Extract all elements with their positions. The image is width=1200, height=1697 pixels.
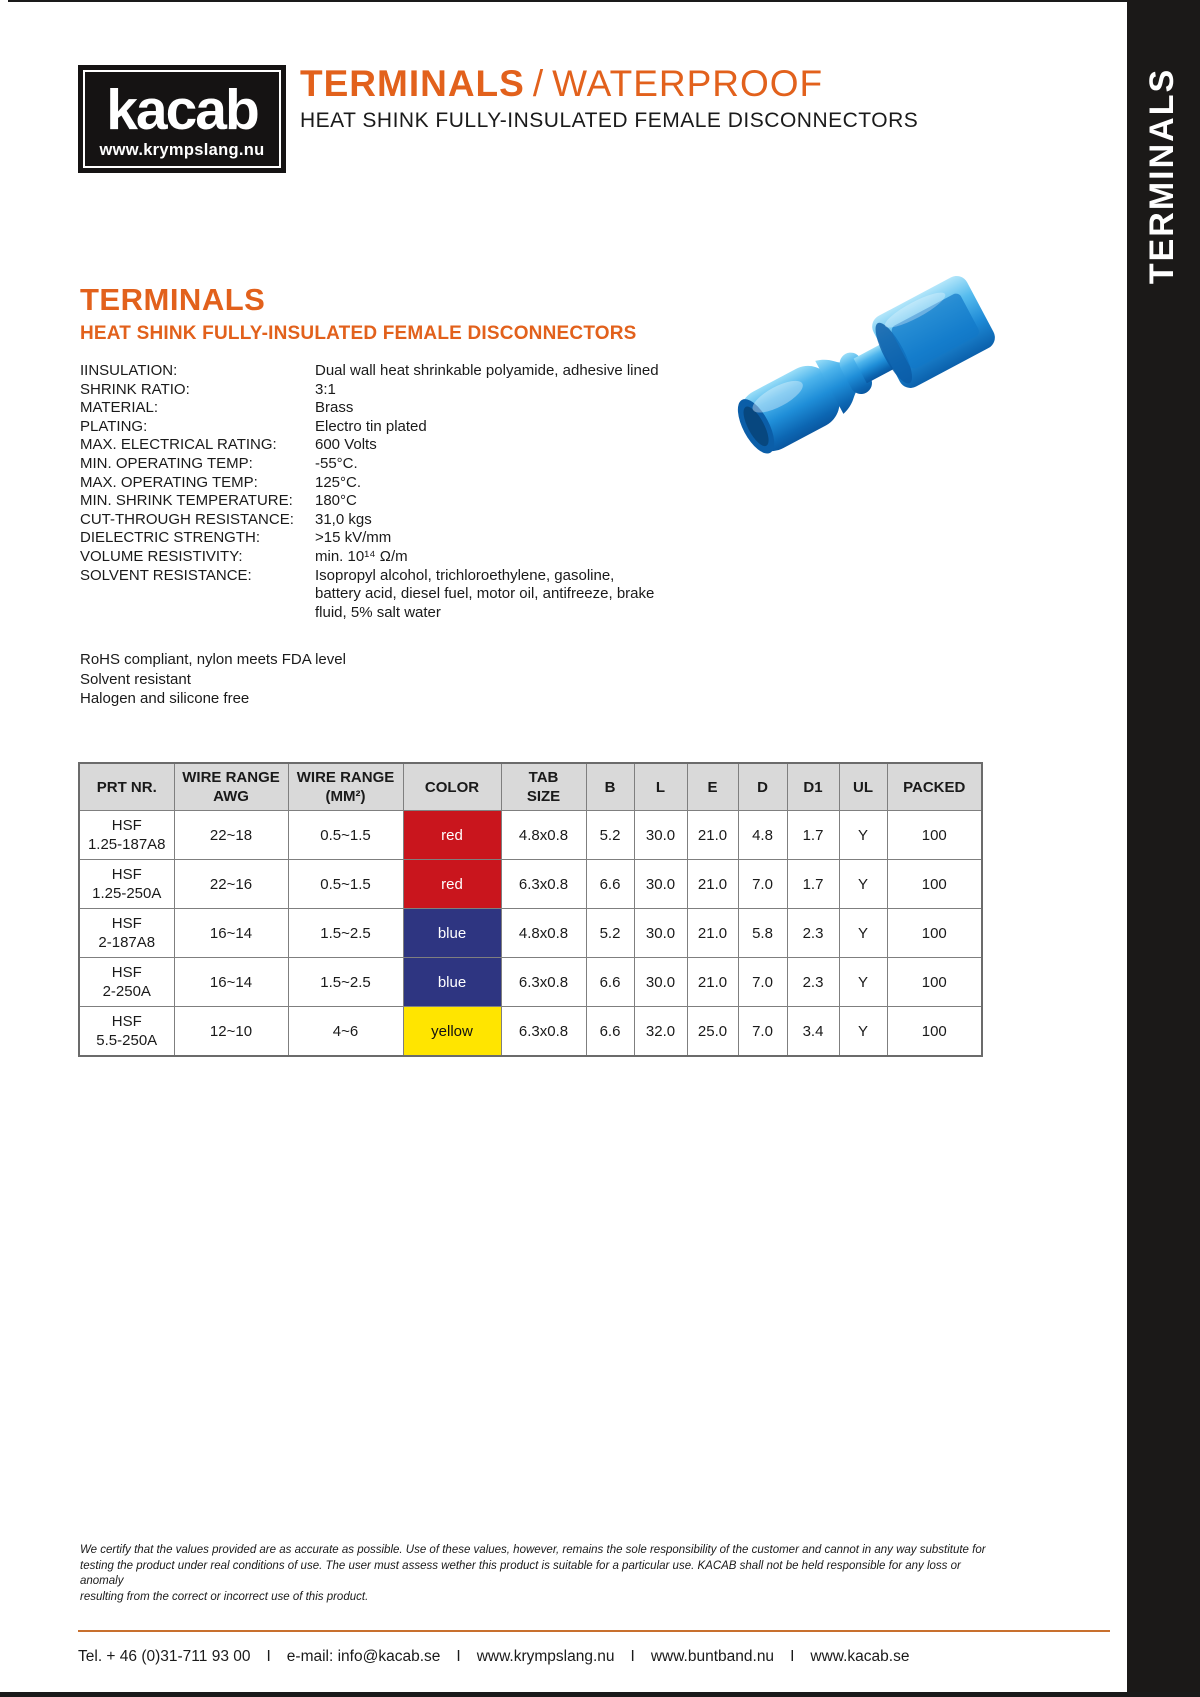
cell-e: 21.0: [687, 909, 738, 958]
cell-e: 21.0: [687, 811, 738, 860]
contact-line: [78, 1648, 1118, 1666]
spec-row: [80, 492, 700, 511]
cell-d1: 1.7: [787, 860, 839, 909]
spec-row: [80, 567, 700, 623]
cell-prt-nr: HSF 1.25-187A8: [79, 811, 174, 860]
cell-d1: 2.3: [787, 909, 839, 958]
spec-label: SHRINK RATIO:: [80, 380, 190, 398]
cell-d: 7.0: [738, 958, 787, 1007]
column-header-tab-size: TAB SIZE: [501, 763, 586, 811]
spec-row: [80, 381, 700, 400]
cell-color: blue: [403, 909, 501, 958]
document-title: [300, 62, 1000, 106]
column-header-wire-range-awg: WIRE RANGE AWG: [174, 763, 288, 811]
spec-value: 3:1: [315, 380, 336, 398]
cell-packed: 100: [887, 811, 982, 860]
table-row: [79, 811, 982, 860]
table-row: [79, 958, 982, 1007]
spec-value: min. 10¹⁴ Ω/m: [315, 547, 408, 565]
spec-value: Electro tin plated: [315, 417, 427, 435]
cell-d: 5.8: [738, 909, 787, 958]
disclaimer-text: We certify that the values provided are as accurate as possible. Use of these values, however, remains the sole responsibility of the customer and cannot in any way substitute for testing the product under real conditions of use. The user must assess wether this product is suitable for a particular use. KACAB shall not be held responsible for any loss or anomaly resulting from the correct or incorrect use of this product.: [80, 1544, 986, 1603]
sidebar-band: [1127, 0, 1200, 1697]
spec-value: Dual wall heat shrinkable polyamide, adhesive lined: [315, 362, 659, 379]
spec-row: [80, 436, 700, 455]
document-subtitle: HEAT SHINK FULLY-INSULATED FEMALE DISCONNECTORS: [300, 109, 919, 132]
cell-prt-nr: HSF 2-187A8: [79, 909, 174, 958]
cell-tab-size: 6.3x0.8: [501, 860, 586, 909]
spec-list: [80, 362, 700, 622]
cell-d1: 2.3: [787, 958, 839, 1007]
cell-b: 6.6: [586, 860, 634, 909]
cell-tab-size: 6.3x0.8: [501, 1007, 586, 1057]
column-header-color: COLOR: [403, 763, 501, 811]
spec-label: MAX. OPERATING TEMP:: [80, 473, 258, 491]
spec-label: IINSULATION:: [80, 362, 178, 379]
cell-wire-range-awg: 22~18: [174, 811, 288, 860]
column-header-ul: UL: [839, 763, 887, 811]
spec-value: -55°C.: [315, 454, 358, 472]
cell-tab-size: 4.8x0.8: [501, 811, 586, 860]
column-header-e: E: [687, 763, 738, 811]
spec-row: [80, 399, 700, 418]
cell-packed: 100: [887, 1007, 982, 1057]
product-image: [715, 275, 1010, 465]
cell-wire-range-mm2: 1.5~2.5: [288, 958, 403, 1007]
spec-value: 600 Volts: [315, 436, 377, 454]
column-header-b: B: [586, 763, 634, 811]
sidebar-category-label: TERMINALS: [1143, 67, 1181, 285]
cell-d1: 3.4: [787, 1007, 839, 1057]
cell-packed: 100: [887, 860, 982, 909]
spec-value: >15 kV/mm: [315, 529, 392, 547]
separator: I: [456, 1648, 461, 1665]
spec-value: Brass: [315, 399, 354, 417]
website-kacab: www.kacab.se: [810, 1648, 910, 1665]
table-row: [79, 1007, 982, 1057]
cell-packed: 100: [887, 958, 982, 1007]
cell-e: 25.0: [687, 1007, 738, 1057]
cell-wire-range-mm2: 0.5~1.5: [288, 860, 403, 909]
separator: I: [266, 1648, 271, 1665]
cell-ul: Y: [839, 1007, 887, 1057]
title-variant: WATERPROOF: [552, 63, 824, 104]
separator: I: [790, 1648, 795, 1665]
spec-label: SOLVENT RESISTANCE:: [80, 566, 252, 584]
note-line: Solvent resistant: [80, 670, 191, 688]
spec-row: [80, 362, 700, 381]
column-header-prt-nr: PRT NR.: [79, 763, 174, 811]
bottom-border-strip: [0, 1692, 1200, 1697]
cell-d: 4.8: [738, 811, 787, 860]
spec-row: [80, 474, 700, 493]
cell-d: 7.0: [738, 860, 787, 909]
cell-b: 5.2: [586, 909, 634, 958]
cell-l: 32.0: [634, 1007, 687, 1057]
terminal-illustration: [715, 275, 1010, 465]
cell-l: 30.0: [634, 909, 687, 958]
cell-wire-range-awg: 16~14: [174, 958, 288, 1007]
section-heading: [80, 283, 730, 346]
spec-label: MATERIAL:: [80, 399, 159, 417]
cell-wire-range-awg: 22~16: [174, 860, 288, 909]
spec-label: DIELECTRIC STRENGTH:: [80, 529, 261, 547]
title-divider: /: [532, 63, 545, 104]
spec-row: [80, 548, 700, 567]
spec-value: 31,0 kgs: [315, 510, 372, 528]
email-address: e-mail: info@kacab.se: [286, 1648, 441, 1665]
kacab-logo-url: www.krympslang.nu: [99, 141, 265, 159]
section-title: TERMINALS: [80, 282, 266, 317]
cell-packed: 100: [887, 909, 982, 958]
spec-label: VOLUME RESISTIVITY:: [80, 547, 243, 565]
table-row: [79, 860, 982, 909]
spec-value: 125°C.: [315, 473, 362, 491]
spec-row: [80, 511, 700, 530]
cell-e: 21.0: [687, 860, 738, 909]
note-line: Halogen and silicone free: [80, 690, 250, 707]
column-header-l: L: [634, 763, 687, 811]
cell-wire-range-mm2: 4~6: [288, 1007, 403, 1057]
spec-label: MAX. ELECTRICAL RATING:: [80, 436, 277, 454]
spec-row: [80, 529, 700, 548]
spec-label: CUT-THROUGH RESISTANCE:: [80, 510, 294, 528]
top-border-line: [8, 0, 1200, 2]
cell-wire-range-awg: 12~10: [174, 1007, 288, 1057]
cell-l: 30.0: [634, 860, 687, 909]
spec-row: [80, 455, 700, 474]
cell-color: red: [403, 811, 501, 860]
website-buntband: www.buntband.nu: [650, 1648, 775, 1665]
cell-ul: Y: [839, 811, 887, 860]
cell-ul: Y: [839, 958, 887, 1007]
column-header-d: D: [738, 763, 787, 811]
title-category: TERMINALS: [300, 63, 525, 104]
notes: [80, 650, 580, 709]
section-subtitle: HEAT SHINK FULLY-INSULATED FEMALE DISCONNECTORS: [80, 323, 637, 344]
kacab-logo-wordmark: kacab: [106, 78, 258, 142]
spec-label: MIN. SHRINK TEMPERATURE:: [80, 492, 293, 510]
cell-wire-range-mm2: 1.5~2.5: [288, 909, 403, 958]
cell-b: 6.6: [586, 1007, 634, 1057]
spec-label: MIN. OPERATING TEMP:: [80, 454, 253, 472]
cell-tab-size: 4.8x0.8: [501, 909, 586, 958]
website-krympslang: www.krympslang.nu: [476, 1648, 615, 1665]
cell-color: red: [403, 860, 501, 909]
cell-prt-nr: HSF 5.5-250A: [79, 1007, 174, 1057]
spec-table: [78, 762, 983, 1057]
spec-table-head-row: [79, 763, 982, 811]
cell-d: 7.0: [738, 1007, 787, 1057]
cell-ul: Y: [839, 860, 887, 909]
cell-prt-nr: HSF 1.25-250A: [79, 860, 174, 909]
column-header-d1: D1: [787, 763, 839, 811]
footer-rule: [78, 1630, 1110, 1632]
spec-label: PLATING:: [80, 417, 148, 435]
phone-number: Tel. + 46 (0)31-711 93 00: [78, 1648, 251, 1665]
kacab-logo: [78, 65, 286, 173]
spec-row: [80, 418, 700, 437]
cell-tab-size: 6.3x0.8: [501, 958, 586, 1007]
cell-color: yellow: [403, 1007, 501, 1057]
cell-d1: 1.7: [787, 811, 839, 860]
note-line: RoHS compliant, nylon meets FDA level: [80, 651, 346, 668]
column-header-packed: PACKED: [887, 763, 982, 811]
cell-b: 5.2: [586, 811, 634, 860]
document-header: [300, 62, 1000, 133]
spec-table-body: [79, 811, 982, 1057]
cell-e: 21.0: [687, 958, 738, 1007]
cell-b: 6.6: [586, 958, 634, 1007]
spec-value: 180°C: [315, 492, 357, 510]
cell-ul: Y: [839, 909, 887, 958]
separator: I: [630, 1648, 635, 1665]
column-header-wire-range-mm2: WIRE RANGE (MM²): [288, 763, 403, 811]
cell-wire-range-awg: 16~14: [174, 909, 288, 958]
cell-wire-range-mm2: 0.5~1.5: [288, 811, 403, 860]
cell-color: blue: [403, 958, 501, 1007]
table-row: [79, 909, 982, 958]
cell-l: 30.0: [634, 811, 687, 860]
kacab-logo-frame: [83, 70, 281, 168]
spec-value: Isopropyl alcohol, trichloroethylene, gasoline, battery acid, diesel fuel, motor oil, antifreeze, brake fluid, 5% salt water: [315, 566, 655, 621]
cell-prt-nr: HSF 2-250A: [79, 958, 174, 1007]
cell-l: 30.0: [634, 958, 687, 1007]
